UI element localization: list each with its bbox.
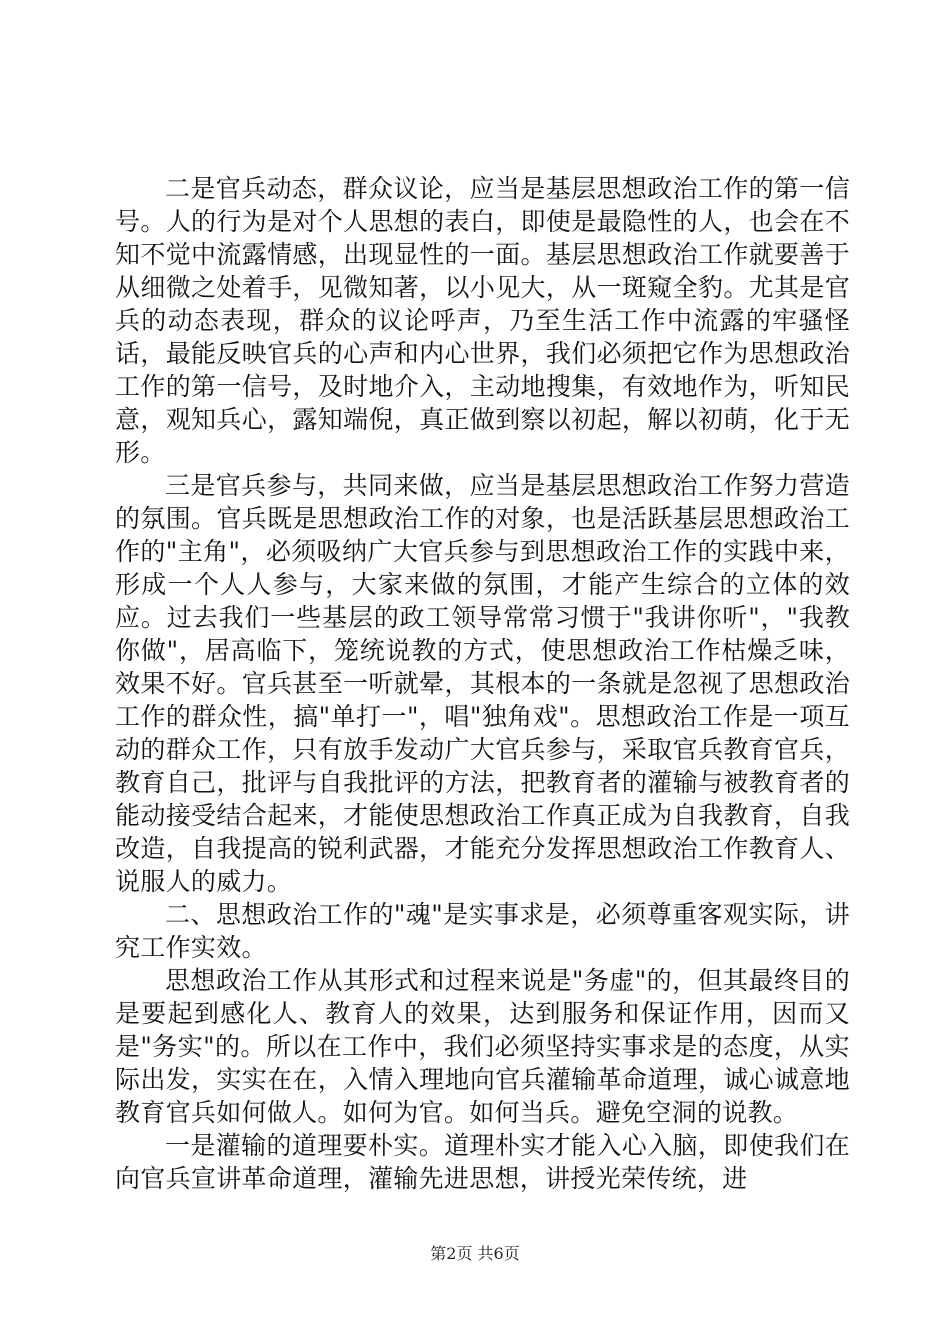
paragraph-1: 二是官兵动态，群众议论，应当是基层思想政治工作的第一信号。人的行为是对个人思想的表白，即使是最隐性的人，也会在不知不觉中流露情感，出现显性的一面。基层思想政治工作就要善于从细微之处着手，见微知著，以小见大，从一斑窥全豹。尤其是官兵的动态表现，群众的议论呼声，乃至生活工作中流露的牢骚怪话，最能反映官兵的心声和内心世界，我们必须把它作为思想政治工作的第一信号，及时地介入，主动地搜集，有效地作为，听知民意，观知兵心，露知端倪，真正做到察以初起，解以初萌，化于无形。 <box>115 174 850 467</box>
paragraph-5: 一是灌输的道理要朴实。道理朴实才能入心入脑，即使我们在向官兵宣讲革命道理，灌输先进思想，讲授光荣传统，进 <box>115 1131 850 1193</box>
page-footer: 第2页 共6页 <box>430 1244 520 1263</box>
document-body <box>115 172 850 1195</box>
paragraph-2: 三是官兵参与，共同来做，应当是基层思想政治工作努力营造的氛围。官兵既是思想政治工作的对象，也是活跃基层思想政治工作的"主角"，必须吸纳广大官兵参与到思想政治工作的实践中来，形成一个人人参与，大家来做的氛围，才能产生综合的立体的效应。过去我们一些基层的政工领导常常习惯于"我讲你听"，"我教你做"，居高临下，笼统说教的方式，使思想政治工作枯燥乏味，效果不好。官兵甚至一听就晕，其根本的一条就是忽视了思想政治工作的群众性，搞"单打一"，唱"独角戏"。思想政治工作是一项互动的群众工作，只有放手发动广大官兵参与，采取官兵教育官兵，教育自己，批评与自我批评的方法，把教育者的灌输与被教育者的能动接受结合起来，才能使思想政治工作真正成为自我教育，自我改造，自我提高的锐利武器，才能充分发挥思想政治工作教育人、说服人的威力。 <box>115 471 850 896</box>
paragraph-3-heading: 二、思想政治工作的"魂"是实事求是，必须尊重客观实际，讲究工作实效。 <box>115 900 850 962</box>
paragraph-4: 思想政治工作从其形式和过程来说是"务虚"的，但其最终目的是要起到感化人、教育人的效果，达到服务和保证作用，因而又是"务实"的。所以在工作中，我们必须坚持实事求是的态度，从实际出发，实实在在，入情入理地向官兵灌输革命道理，诚心诚意地教育官兵如何做人。如何为官。如何当兵。避免空洞的说教。 <box>115 966 850 1127</box>
